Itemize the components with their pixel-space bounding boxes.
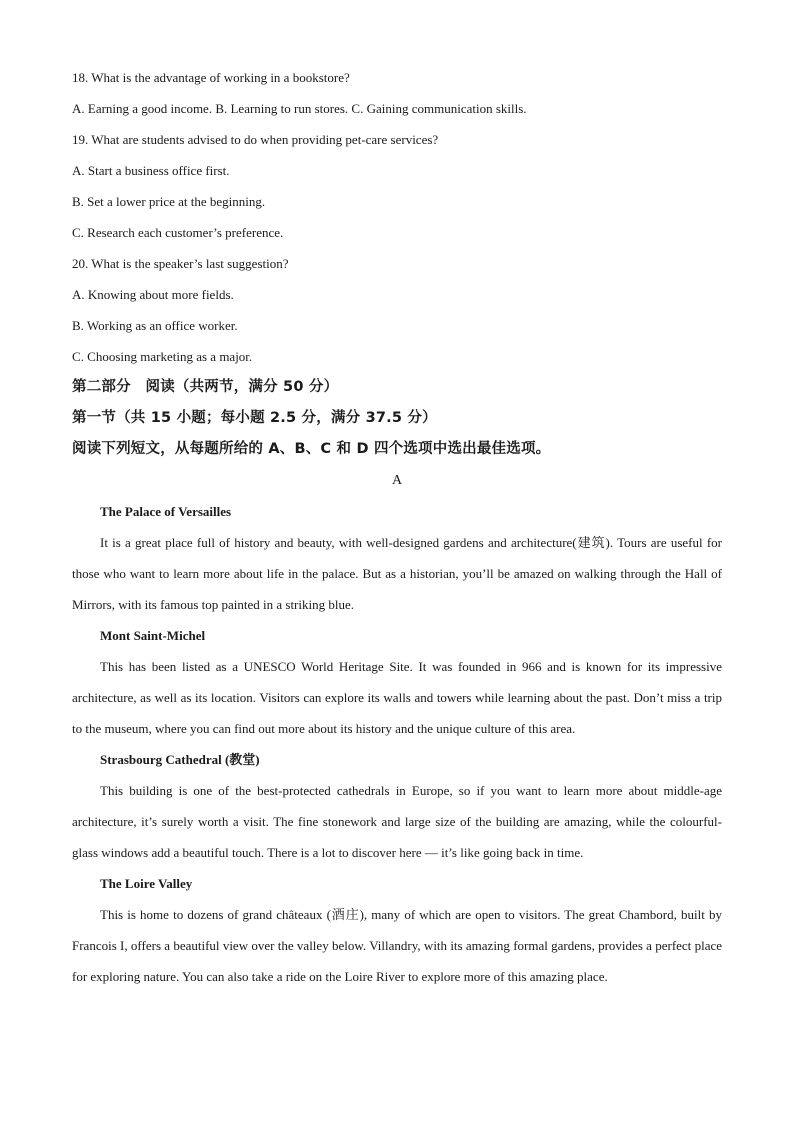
section-heading-mont-saint-michel: Mont Saint-Michel	[100, 628, 206, 643]
exam-page	[72, 62, 722, 992]
question-19: 19. What are students advised to do when providing pet-care services?	[72, 132, 439, 147]
question-19-option-a: A. Start a business office first.	[72, 163, 230, 178]
question-18: 18. What is the advantage of working in a bookstore?	[72, 70, 350, 85]
question-20-option-c: C. Choosing marketing as a major.	[72, 349, 253, 364]
question-20-option-a: A. Knowing about more fields.	[72, 287, 234, 302]
section-text-versailles: It is a great place full of history and beauty, with well-designed gardens and architecture(建筑). Tours are useful for those who want to learn more about life in the palace. But as a historian, you’ll be amazed on walking through the Hall of Mirrors, with its famous top painted in a striking blue.	[72, 535, 722, 612]
question-19-option-c: C. Research each customer’s preference.	[72, 225, 284, 240]
section-heading-strasbourg: Strasbourg Cathedral (教堂)	[100, 752, 260, 767]
section-title: 第一节（共 15 小题；每小题 2.5 分，满分 37.5 分）	[72, 410, 437, 426]
question-19-option-b: B. Set a lower price at the beginning.	[72, 194, 266, 209]
passage-letter: A	[391, 473, 403, 488]
part-title: 第二部分 阅读（共两节，满分 50 分）	[72, 379, 339, 395]
question-18-options: A. Earning a good income. B. Learning to run stores. C. Gaining communication skills.	[72, 101, 527, 116]
question-20: 20. What is the speaker’s last suggestion?	[72, 256, 289, 271]
section-text-mont-saint-michel: This has been listed as a UNESCO World Heritage Site. It was founded in 966 and is known for its impressive architecture, as well as its location. Visitors can explore its walls and towers while learning about the past. Don’t miss a trip to the museum, where you can find out more about its history and the unique culture of this area.	[72, 659, 722, 736]
instructions: 阅读下列短文，从每题所给的 A、B、C 和 D 四个选项中选出最佳选项。	[72, 441, 551, 457]
section-heading-versailles: The Palace of Versailles	[100, 504, 232, 519]
section-heading-loire-valley: The Loire Valley	[100, 876, 193, 891]
section-text-strasbourg: This building is one of the best-protected cathedrals in Europe, so if you want to learn more about middle-age architecture, it’s surely worth a visit. The fine stonework and large size of the building are amazing, while the colourful-glass windows add a beautiful touch. There is a lot to discover here — it’s like going back in time.	[72, 783, 722, 860]
section-text-loire-valley: This is home to dozens of grand châteaux (酒庄), many of which are open to visitors. The great Chambord, built by Francois I, offers a beautiful view over the valley below. Villandry, with its amazing formal gardens, provides a perfect place for exploring nature. You can also take a ride on the Loire River to explore more of this amazing place.	[72, 907, 722, 984]
question-20-option-b: B. Working as an office worker.	[72, 318, 238, 333]
